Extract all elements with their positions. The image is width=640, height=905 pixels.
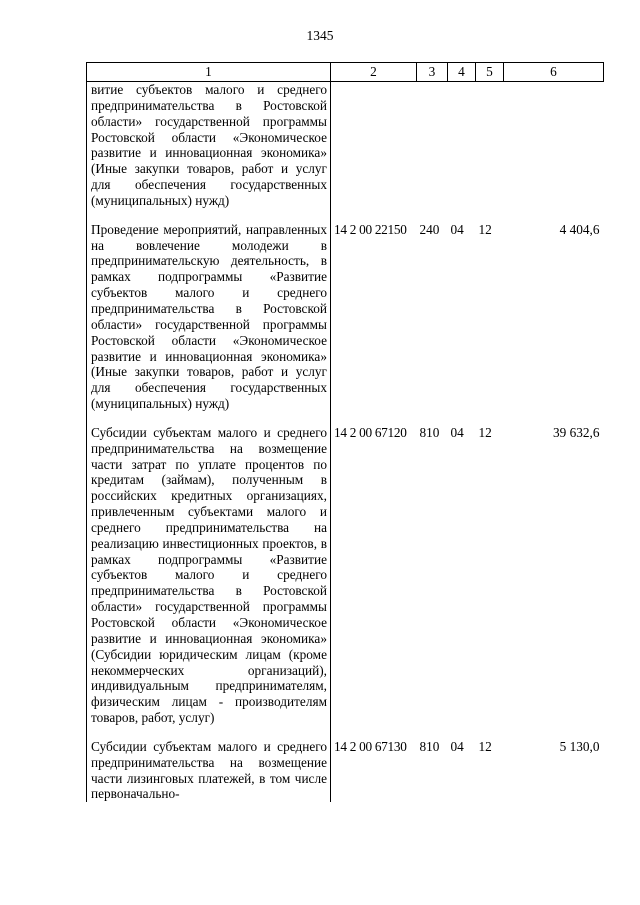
budget-table-container <box>86 62 603 802</box>
row-amount: 4 404,6 <box>559 221 600 237</box>
header-col-1: 1 <box>87 63 331 82</box>
row-target-code: 14 2 00 67130 <box>334 738 407 754</box>
header-col-5: 5 <box>476 63 504 82</box>
row-subsection <box>476 82 504 222</box>
row-expense-type <box>417 82 448 222</box>
budget-table <box>86 62 604 802</box>
row-target-code <box>331 82 417 222</box>
header-col-3: 3 <box>417 63 448 82</box>
row-description <box>87 739 331 802</box>
header-col-6: 6 <box>504 63 604 82</box>
page-number: 1345 <box>306 28 334 43</box>
row-subsection: 12 <box>478 221 492 237</box>
row-description <box>87 82 331 222</box>
table-row <box>87 82 604 222</box>
row-section <box>448 82 476 222</box>
description-text: Субсидии субъектам малого и среднего предпринимательства на возмещение части затрат по уплате процентов по кредитам (займам), полученным в российских кредитных организациях, привлеченным субъектами малого и среднего предпринимательства на реализацию инвестиционных проектов, в рамках подпрограммы «Развитие субъектов малого и среднего предпринимательства в Ростовской области» государственной программы Ростовской области «Экономическое развитие и инновационная экономика» (Субсидии юридическим лицам (кроме некоммерческих организаций), индивидуальным предпринимателям, физическим лицам - производителям товаров, работ, услуг) <box>91 424 327 726</box>
table-row <box>87 739 604 802</box>
row-description <box>87 425 331 739</box>
table-header-row <box>87 63 604 82</box>
row-section: 04 <box>450 738 464 754</box>
row-subsection: 12 <box>478 738 492 754</box>
row-expense-type: 240 <box>419 221 440 237</box>
row-section: 04 <box>450 221 464 237</box>
row-description <box>87 222 331 425</box>
header-col-4: 4 <box>448 63 476 82</box>
row-expense-type: 810 <box>419 424 440 440</box>
description-text: Субсидии субъектам малого и среднего предпринимательства на возмещение части лизинговых платежей, в том числе первоначально- <box>91 738 327 802</box>
table-row <box>87 425 604 739</box>
row-subsection: 12 <box>478 424 492 440</box>
row-target-code: 14 2 00 22150 <box>334 221 407 237</box>
row-amount: 39 632,6 <box>552 424 600 440</box>
row-section: 04 <box>450 424 464 440</box>
description-text: витие субъектов малого и среднего предпринимательства в Ростовской области» государственной программы Ростовской области «Экономическое развитие и инновационная экономика» (Иные закупки товаров, работ и услуг для обеспечения государственных (муниципальных) нужд) <box>91 82 327 208</box>
row-expense-type: 810 <box>419 738 440 754</box>
table-row <box>87 222 604 425</box>
header-col-2: 2 <box>331 63 417 82</box>
description-text: Проведение мероприятий, направленных на вовлечение молодежи в предпринимательскую деятельность, в рамках подпрограммы «Развитие субъектов малого и среднего предпринимательства в Ростовской области» государственной программы Ростовской области «Экономическое развитие и инновационная экономика» (Иные закупки товаров, работ и услуг для обеспечения государственных (муниципальных) нужд) <box>91 221 327 412</box>
row-amount <box>504 82 604 222</box>
row-target-code: 14 2 00 67120 <box>334 424 407 440</box>
row-amount: 5 130,0 <box>559 738 600 754</box>
